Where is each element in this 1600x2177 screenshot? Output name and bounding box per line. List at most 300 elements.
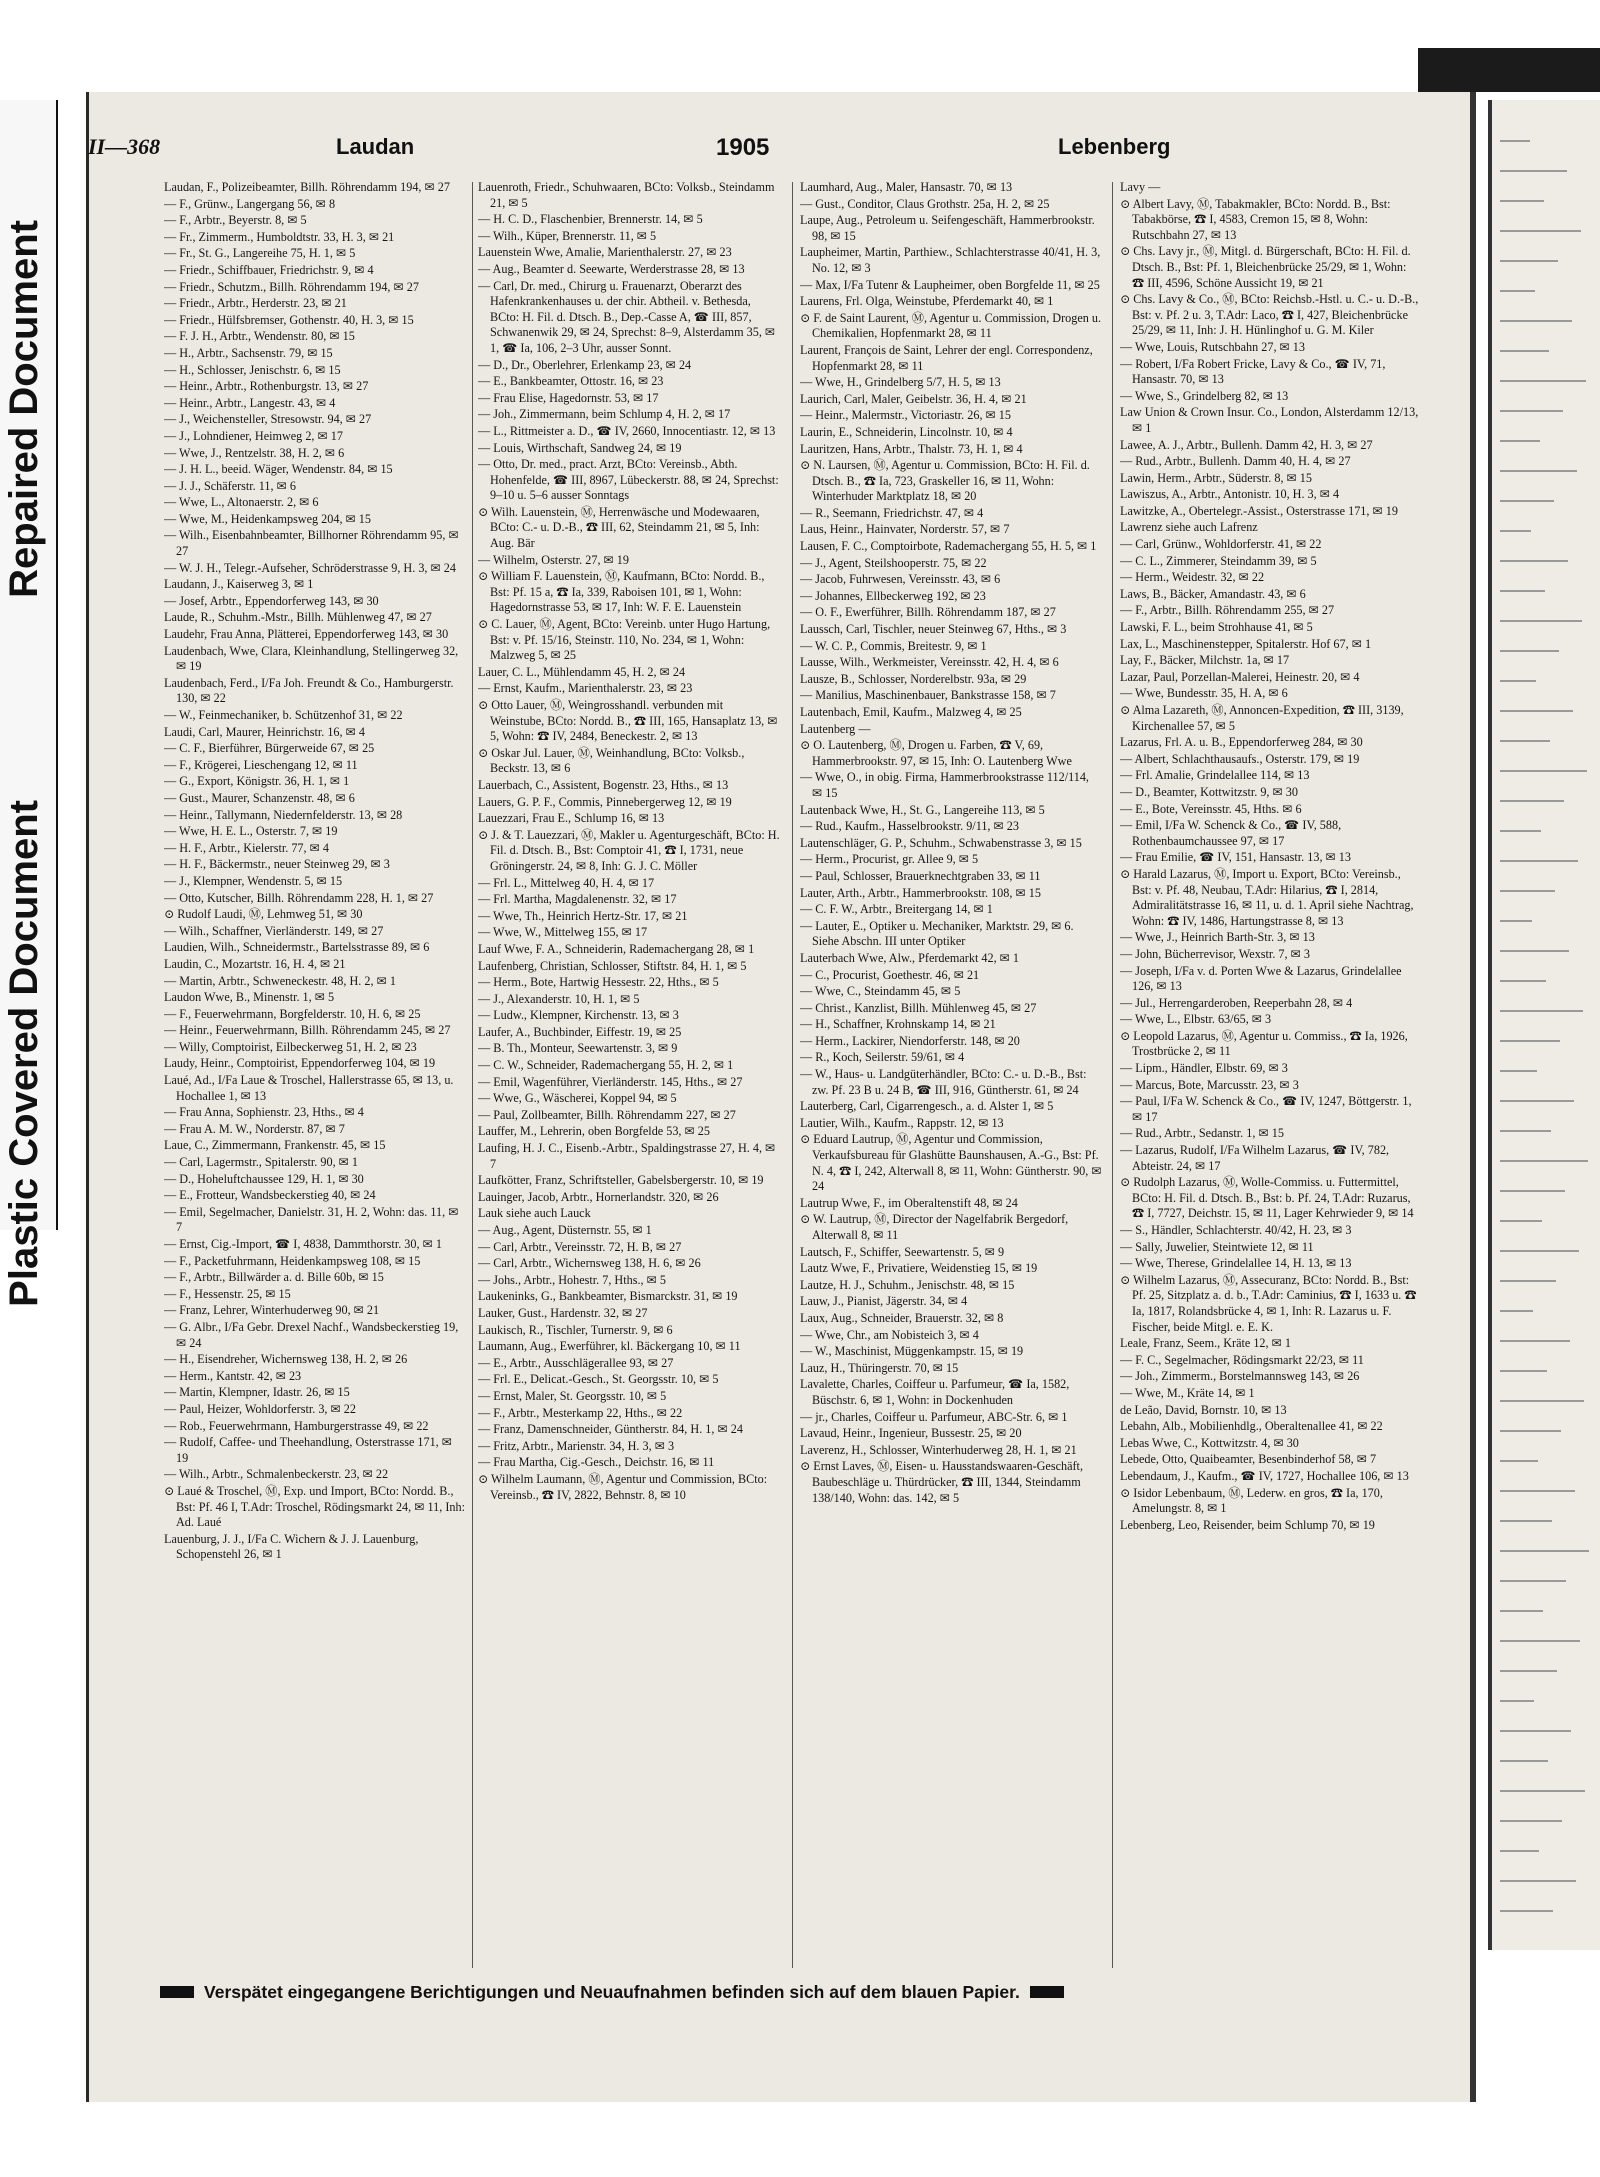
directory-entry: Laupheimer, Martin, Parthiew., Schlachterstrasse 40/41, H. 3, No. 12, ✉ 3 <box>800 245 1101 275</box>
directory-entry: — Wwe, H. E. L., Osterstr. 7, ✉ 19 <box>164 824 338 839</box>
adjacent-page-line <box>1500 1010 1583 1012</box>
directory-entry: — R., Koch, Seilerstr. 59/61, ✉ 4 <box>800 1050 965 1065</box>
directory-entry: Laue, C., Zimmermann, Frankenstr. 45, ✉ 15 <box>164 1138 386 1153</box>
directory-entry: — Friedr., Schutzm., Billh. Röhrendamm 194, ✉ 27 <box>164 279 419 294</box>
head-last-word: Lebenberg <box>1058 134 1171 159</box>
directory-entry: Lautenschläger, G. P., Schuhm., Schwabenstrasse 3, ✉ 15 <box>800 835 1082 850</box>
directory-entry: Laurin, E., Schneiderin, Lincolnstr. 10, ✉ 4 <box>800 424 1013 439</box>
directory-entry: — Wwe, Th., Heinrich Hertz-Str. 17, ✉ 21 <box>478 908 688 923</box>
directory-entry: Lawitzke, A., Obertelegr.-Assist., Osterstrasse 171, ✉ 19 <box>1120 503 1398 518</box>
directory-entry: — F., Arbtr., Mesterkamp 22, Hths., ✉ 22 <box>478 1405 683 1420</box>
directory-entry: Lawin, Herm., Arbtr., Süderstr. 8, ✉ 15 <box>1120 470 1312 485</box>
directory-entry: — Heinr., Malermstr., Victoriastr. 26, ✉ 15 <box>800 408 1011 423</box>
head-year: 1905 <box>716 134 770 161</box>
directory-entry: — Fritz, Arbtr., Marienstr. 34, H. 3, ✉ 3 <box>478 1438 675 1453</box>
directory-entry: Lautenback Wwe, H., St. G., Langereihe 113, ✉ 5 <box>800 802 1045 817</box>
scanner-frame-top <box>0 0 1600 48</box>
directory-entry: — W., Maschinist, Müggenkampstr. 15, ✉ 19 <box>800 1344 1024 1359</box>
directory-entry: — Lipm., Händler, Elbstr. 69, ✉ 3 <box>1120 1061 1288 1076</box>
directory-entry: Lauenstein Wwe, Amalie, Marienthalerstr. 27, ✉ 23 <box>478 245 732 260</box>
directory-entry: — Martin, Klempner, Idastr. 26, ✉ 15 <box>164 1385 350 1400</box>
directory-entry: — Paul, Schlosser, Brauerknechtgraben 33, ✉ 11 <box>800 868 1041 883</box>
directory-entry: — F., Hessenstr. 25, ✉ 15 <box>164 1286 291 1301</box>
adjacent-page-line <box>1500 1340 1570 1342</box>
directory-entry: — Heinr., Arbtr., Langestr. 43, ✉ 4 <box>164 395 336 410</box>
directory-entry: — Frl. E., Delicat.-Gesch., St. Georgsstr. 10, ✉ 5 <box>478 1372 719 1387</box>
scanner-corner-tab <box>1418 48 1600 92</box>
adjacent-page-line <box>1500 1520 1552 1522</box>
adjacent-page-line <box>1500 1070 1537 1072</box>
directory-entry: — J., Agent, Steilshooperstr. 75, ✉ 22 <box>800 555 987 570</box>
directory-entry: ⊙ Chs. Lavy & Co., Ⓜ, BCto: Reichsb.-Hstl. u. C.- u. D.-B., Bst: v. Pf. 2 u. 3, T.Adr: Laco, ☎ I, 427, Bleichenbrücke 25/29, ✉ 11, Inh: J. H. Hünlinghof u. G. M. Kiler <box>1120 292 1419 338</box>
directory-entry: — Carl, Arbtr., Wichernsweg 138, H. 6, ✉ 26 <box>478 1256 701 1271</box>
directory-entry: — Friedr., Arbtr., Herderstr. 23, ✉ 21 <box>164 296 347 311</box>
directory-entry: — Marcus, Bote, Marcusstr. 23, ✉ 3 <box>1120 1077 1299 1092</box>
adjacent-page-line <box>1500 1640 1580 1642</box>
directory-entry: — Herm., Weidestr. 32, ✉ 22 <box>1120 570 1265 585</box>
directory-entry: Laukisch, R., Tischler, Turnerstr. 9, ✉ 6 <box>478 1322 673 1337</box>
directory-entry: — H., Schlosser, Jenischstr. 6, ✉ 15 <box>164 362 341 377</box>
directory-entry: — Robert, I/Fa Robert Fricke, Lavy & Co., ☎ IV, 71, Hansastr. 70, ✉ 13 <box>1120 356 1386 387</box>
directory-entry: — Wilh., Eisenbahnbeamter, Billhorner Röhrendamm 95, ✉ 27 <box>164 528 459 559</box>
directory-entry: — Wwe, H., Grindelberg 5/7, H. 5, ✉ 13 <box>800 375 1001 390</box>
directory-entry: — Wwe, J., Rentzelstr. 38, H. 2, ✉ 6 <box>164 445 345 460</box>
directory-entry: Lazar, Paul, Porzellan-Malerei, Heinestr. 20, ✉ 4 <box>1120 669 1360 684</box>
directory-entry: — J. H. L., beeid. Wäger, Wendenstr. 84, ✉ 15 <box>164 462 393 477</box>
directory-entry: Lebede, Otto, Quaibeamter, Besenbinderhof 58, ✉ 7 <box>1120 1452 1377 1467</box>
directory-entry: — Herm., Lackirer, Niendorferstr. 148, ✉ 20 <box>800 1033 1020 1048</box>
directory-entry: — Emil, I/Fa W. Schenck & Co., ☎ IV, 588, Rothenbaumchaussee 97, ✉ 17 <box>1120 818 1342 848</box>
directory-entry: Laurich, Carl, Maler, Geibelstr. 36, H. 4, ✉ 21 <box>800 391 1027 406</box>
directory-entry: — Emil, Segelmacher, Danielstr. 31, H. 2, Wohn: das. 11, ✉ 7 <box>164 1204 459 1235</box>
directory-entry: Lauer, C. L., Mühlendamm 45, H. 2, ✉ 24 <box>478 664 686 679</box>
adjacent-page-line <box>1500 1790 1585 1792</box>
adjacent-page-line <box>1500 530 1531 532</box>
directory-entry: ⊙ Ernst Laves, Ⓜ, Eisen- u. Hausstandswaaren-Geschäft, Baubeschläge u. Thürdrücker, ☎ III, 1344, Steindamm 138/140, Wohn: das. 142, ✉ 5 <box>800 1459 1083 1505</box>
directory-entry: — Wilh., Arbtr., Schmalenbeckerstr. 23, ✉ 22 <box>164 1467 389 1482</box>
directory-entry: Laufenberg, Christian, Schlosser, Stiftstr. 84, H. 1, ✉ 5 <box>478 958 747 973</box>
directory-entry: Lavy — <box>1120 180 1161 194</box>
adjacent-page-line <box>1500 980 1546 982</box>
adjacent-page-line <box>1500 620 1582 622</box>
adjacent-page-line <box>1500 440 1540 442</box>
directory-entry: Lautsch, F., Schiffer, Seewartenstr. 5, ✉ 9 <box>800 1244 1005 1259</box>
directory-entry: — Carl, Arbtr., Vereinsstr. 72, H. B, ✉ 27 <box>478 1239 682 1254</box>
directory-entry: — Frau Martha, Cig.-Gesch., Deichstr. 16, ✉ 11 <box>478 1455 715 1470</box>
directory-entry: — F., Krögerei, Lieschengang 12, ✉ 11 <box>164 757 358 772</box>
directory-entry: — Rob., Feuerwehrmann, Hamburgerstrasse 49, ✉ 22 <box>164 1418 429 1433</box>
directory-entry: — Otto, Kutscher, Billh. Röhrendamm 228, H. 1, ✉ 27 <box>164 890 434 905</box>
directory-entry: — Joh., Zimmerm., Borstelmannsweg 143, ✉ 26 <box>1120 1369 1360 1384</box>
directory-entry: Lauritzen, Hans, Arbtr., Thalstr. 73, H. 1, ✉ 4 <box>800 441 1023 456</box>
footer-note <box>160 1982 1410 2008</box>
directory-entry: — Josef, Arbtr., Eppendorferweg 143, ✉ 30 <box>164 593 379 608</box>
directory-entry: Lausse, Wilh., Werkmeister, Vereinsstr. 42, H. 4, ✉ 6 <box>800 655 1059 670</box>
pointing-hand-icon <box>160 1986 194 1998</box>
directory-entry: Laus, Heinr., Hainvater, Norderstr. 57, ✉ 7 <box>800 522 1010 537</box>
column-rule <box>1112 182 1113 1968</box>
directory-entry: Lautze, H. J., Schuhm., Jenischstr. 48, ✉ 15 <box>800 1277 1015 1292</box>
directory-entry: — G. Albr., I/Fa Gebr. Drexel Nachf., Wandsbeckerstieg 19, ✉ 24 <box>164 1319 459 1350</box>
directory-entry: — Herm., Kantstr. 42, ✉ 23 <box>164 1368 302 1383</box>
adjacent-page-line <box>1500 1820 1562 1822</box>
adjacent-page-line <box>1500 1730 1571 1732</box>
adjacent-page-line <box>1500 680 1536 682</box>
directory-entry: ⊙ C. Lauer, Ⓜ, Agent, BCto: Vereinb. unter Hugo Hartung, Bst: v. Pf. 15/16, Steinstr. 110, No. 234, ✉ 1, Wohn: Malzweg 5, ✉ 25 <box>478 617 771 663</box>
directory-entry: — Joh., Zimmermann, beim Schlump 4, H. 2, ✉ 17 <box>478 407 731 422</box>
directory-entry: — Carl, Dr. med., Chirurg u. Frauenarzt, Oberarzt des Hafenkrankenhauses u. der chir. Abtheil. v. Bethesda, BCto: H. Fil. d. Dtsch. B., Dep.-Casse A, ☎ III, 857, Schwanenwik 29, ✉ 24, Sprechst: 8–9, Alsterdamm 35, ✉ 1, ☎ Ia, 106, 2–3 Uhr, ausser Sonnt. <box>478 278 776 355</box>
directory-entry: — Heinr., Arbtr., Rothenburgstr. 13, ✉ 27 <box>164 379 369 394</box>
directory-entry: — Carl, Grünw., Wohldorferstr. 41, ✉ 22 <box>1120 537 1322 552</box>
directory-entry: ⊙ Albert Lavy, Ⓜ, Tabakmakler, BCto: Nordd. B., Bst: Tabakbörse, ☎ I, 4583, Cremon 15, ✉ 8, Wohn: Rutschbahn 27, ✉ 13 <box>1120 196 1391 242</box>
directory-entry: Laufing, H. J. C., Eisenb.-Arbtr., Spaldingstrasse 27, H. 4, ✉ 7 <box>478 1141 776 1171</box>
directory-entry: ⊙ O. Lautenberg, Ⓜ, Drogen u. Farben, ☎ V, 69, Hammerbrookstr. 97, ✉ 15, Inh: O. Lautenberg Wwe <box>800 738 1072 768</box>
directory-entry: — Ludw., Klempner, Kirchenstr. 13, ✉ 3 <box>478 1008 679 1023</box>
directory-entry: — Fr., Zimmerm., Humboldtstr. 33, H. 3, ✉ 21 <box>164 229 395 244</box>
directory-entry: Lauk siehe auch Lauck <box>478 1206 591 1221</box>
directory-entry: — Jacob, Fuhrwesen, Vereinsstr. 43, ✉ 6 <box>800 572 1001 587</box>
directory-entry: — Carl, Lagermstr., Spitalerstr. 90, ✉ 1 <box>164 1155 359 1170</box>
directory-entry: Lautenbach, Emil, Kaufm., Malzweg 4, ✉ 25 <box>800 705 1022 719</box>
head-first-word: Laudan <box>336 134 415 159</box>
directory-entry: ⊙ Laué & Troschel, Ⓜ, Exp. und Import, BCto: Nordd. B., Bst: Pf. 46 I, T.Adr: Troschel, Rödingsmarkt 24, ✉ 11, Inh: Ad. Laué <box>164 1483 465 1530</box>
directory-entry: Laudien, Wilh., Schneidermstr., Bartelsstrasse 89, ✉ 6 <box>164 940 430 955</box>
directory-entry: — Otto, Dr. med., pract. Arzt, BCto: Vereinsb., Abth. Hohenfelde, ☎ III, 8967, Lübeckerstr. 88, ✉ 24, Sprechst: 9–10 u. 5–6 ausser Sonntags <box>478 457 779 503</box>
adjacent-page-line <box>1500 350 1549 352</box>
directory-entry: — J., Weichensteller, Stresowstr. 94, ✉ 27 <box>164 412 372 427</box>
directory-entry: — Max, I/Fa Tutenr & Laupheimer, oben Borgfelde 11, ✉ 25 <box>800 277 1100 292</box>
adjacent-page-line <box>1500 770 1587 772</box>
directory-entry: Laukeninks, G., Bankbeamter, Bismarckstr. 31, ✉ 19 <box>478 1289 738 1304</box>
plastic-covered-document-label: Plastic Covered Document <box>2 800 46 1307</box>
adjacent-page-line <box>1500 1910 1553 1912</box>
directory-entry: — W., Feinmechaniker, b. Schützenhof 31, ✉ 22 <box>164 708 403 722</box>
directory-entry: ⊙ J. & T. Lauezzari, Ⓜ, Makler u. Agenturgeschäft, BCto: H. Fil. d. Dtsch. B., Bst: Comptoir 41, ☎ I, 1731, neue Gröningerstr. 24, ✉ 8, Inh: G. J. C. Möller <box>478 827 780 873</box>
directory-entry: — Paul, Heizer, Wohldorferstr. 3, ✉ 22 <box>164 1401 356 1416</box>
directory-entry: — Wwe, C., Steindamm 45, ✉ 5 <box>800 984 961 999</box>
directory-entry: — Franz, Damenschneider, Güntherstr. 84, H. 1, ✉ 24 <box>478 1422 743 1437</box>
torn-page-corner <box>1488 1950 1600 2100</box>
directory-entry: — Friedr., Schiffbauer, Friedrichstr. 9, ✉ 4 <box>164 262 374 277</box>
directory-entry: — jr., Charles, Coiffeur u. Parfumeur, ABC-Str. 6, ✉ 1 <box>800 1409 1068 1424</box>
directory-entry: ⊙ Leopold Lazarus, Ⓜ, Agentur u. Commiss., ☎ Ia, 1926, Trostbrücke 2, ✉ 11 <box>1120 1028 1408 1059</box>
directory-entry: — Joseph, I/Fa v. d. Porten Wwe & Lazarus, Grindelallee 126, ✉ 13 <box>1120 963 1402 994</box>
directory-entry: Lebendaum, J., Kaufm., ☎ IV, 1727, Hochallee 106, ✉ 13 <box>1120 1468 1409 1483</box>
adjacent-page-line <box>1500 710 1573 712</box>
adjacent-page-line <box>1500 380 1586 382</box>
directory-entry: Lawiszus, A., Arbtr., Antonistr. 10, H. 3, ✉ 4 <box>1120 487 1340 502</box>
directory-entry: ⊙ William F. Lauenstein, Ⓜ, Kaufmann, BCto: Nordd. B., Bst: Pf. 15 a, ☎ Ia, 339, Raboisen 101, ✉ 1, Wohn: Hagedornstrasse 53, ✉ 17, Inh: W. F. E. Lauenstein <box>478 569 765 615</box>
directory-entry: — J., Klempner, Wendenstr. 5, ✉ 15 <box>164 873 343 888</box>
directory-entry: Laux, Aug., Schneider, Brauerstr. 32, ✉ 8 <box>800 1310 1004 1325</box>
directory-entry: — Frl. Amalie, Grindelallee 114, ✉ 13 <box>1120 768 1310 783</box>
directory-entry: ⊙ Harald Lazarus, Ⓜ, Import u. Export, BCto: Vereinsb., Bst: v. Pf. 48, Neubau, T.Adr: Hilarius, ☎ I, 2814, Admiralitätstrasse 16, ✉ 11, u. d. 1. April siehe Nachtrag, Wohn: ☎ IV, 1486, Hartungstrasse 8, ✉ 13 <box>1120 866 1414 928</box>
directory-entry: — Frau Elise, Hagedornstr. 53, ✉ 17 <box>478 390 659 405</box>
directory-entry: Lebenberg, Leo, Reisender, beim Schlump 70, ✉ 19 <box>1120 1517 1375 1532</box>
directory-entry: Lawee, A. J., Arbtr., Bullenh. Damm 42, H. 3, ✉ 27 <box>1120 437 1373 452</box>
directory-entry: ⊙ Chs. Lavy jr., Ⓜ, Mitgl. d. Bürgerschaft, BCto: H. Fil. d. Dtsch. B., Bst: Pf. 1, Bleichenbrücke 25/29, ✉ 1, Wohn: ☎ III, 4596, Schöne Aussicht 19, ✉ 21 <box>1120 244 1411 290</box>
adjacent-page-line <box>1500 1490 1575 1492</box>
directory-entry: ⊙ Oskar Jul. Lauer, Ⓜ, Weinhandlung, BCto: Volksb., Beckstr. 13, ✉ 6 <box>478 745 745 776</box>
directory-entry: Lawski, F. L., beim Strohhause 41, ✉ 5 <box>1120 620 1313 635</box>
adjacent-page-line <box>1500 1850 1539 1852</box>
directory-entry: — Manilius, Maschinenbauer, Bankstrasse 158, ✉ 7 <box>800 688 1056 703</box>
directory-entry: — H., Schaffner, Krohnskamp 14, ✉ 21 <box>800 1017 996 1032</box>
adjacent-page-line <box>1500 140 1530 142</box>
directory-entry: Laué, Ad., I/Fa Laue & Troschel, Hallerstrasse 65, ✉ 13, u. Hochallee 1, ✉ 13 <box>164 1073 454 1103</box>
directory-entry: — F., Arbtr., Beyerstr. 8, ✉ 5 <box>164 213 307 228</box>
directory-entry: Laudon Wwe, B., Minenstr. 1, ✉ 5 <box>164 990 335 1005</box>
directory-entry: — H. C. D., Flaschenbier, Brennerstr. 14, ✉ 5 <box>478 212 703 227</box>
directory-entry: — E., Bankbeamter, Ottostr. 16, ✉ 23 <box>478 374 664 389</box>
directory-entry: — Emil, Wagenführer, Vierländerstr. 145, Hths., ✉ 27 <box>478 1074 743 1089</box>
directory-entry: — Fr., St. G., Langereihe 75, H. 1, ✉ 5 <box>164 246 356 261</box>
adjacent-page-line <box>1500 740 1550 742</box>
directory-entry: — Ernst, Kaufm., Marienthalerstr. 23, ✉ 23 <box>478 681 693 696</box>
directory-entry: Lauezzari, Frau E., Schlump 16, ✉ 13 <box>478 811 665 826</box>
directory-entry: — Wwe, Louis, Rutschbahn 27, ✉ 13 <box>1120 339 1305 354</box>
directory-entry: Laufkötter, Franz, Schriftsteller, Gabelsbergerstr. 10, ✉ 19 <box>478 1173 764 1188</box>
directory-entry: — C. F., Bierführer, Bürgerweide 67, ✉ 25 <box>164 741 375 756</box>
directory-entry: — Wwe, S., Grindelberg 82, ✉ 13 <box>1120 388 1289 403</box>
directory-entry: Laudann, J., Kaiserweg 3, ✉ 1 <box>164 577 314 592</box>
directory-entry: Laudenbach, Ferd., I/Fa Joh. Freundt & Co., Hamburgerstr. 130, ✉ 22 <box>164 675 454 706</box>
directory-entry: — O. F., Ewerführer, Billh. Röhrendamm 187, ✉ 27 <box>800 605 1056 620</box>
directory-entry: — Herm., Bote, Hartwig Hessestr. 22, Hths., ✉ 5 <box>478 975 719 990</box>
directory-entry: Lauers, G. P. F., Commis, Pinnebergerweg 12, ✉ 19 <box>478 794 732 809</box>
pointing-hand-icon <box>1030 1986 1064 1998</box>
directory-entry: Lauf Wwe, F. A., Schneiderin, Rademachergang 28, ✉ 1 <box>478 941 755 956</box>
directory-entry: Lebahn, Alb., Mobilienhdlg., Oberaltenallee 41, ✉ 22 <box>1120 1419 1383 1434</box>
directory-entry: — C. L., Zimmerer, Steindamm 39, ✉ 5 <box>1120 553 1317 568</box>
adjacent-page-line <box>1500 560 1568 562</box>
directory-entry: de Leão, David, Bornstr. 10, ✉ 13 <box>1120 1402 1287 1417</box>
directory-entry: Lauerbach, C., Assistent, Bogenstr. 23, Hths., ✉ 13 <box>478 777 729 792</box>
directory-entry: — Wilh., Schaffner, Vierländerstr. 149, ✉ 27 <box>164 923 384 938</box>
directory-entry: — Ernst, Maler, St. Georgsstr. 10, ✉ 5 <box>478 1388 667 1403</box>
directory-entry: — E., Bote, Vereinsstr. 45, Hths. ✉ 6 <box>1120 801 1302 816</box>
directory-entry: Laudi, Carl, Maurer, Heinrichstr. 16, ✉ 4 <box>164 724 365 739</box>
directory-entry: — H. F., Bäckermstr., neuer Steinweg 29, ✉ 3 <box>164 857 390 872</box>
directory-entry: — F., Feuerwehrmann, Borgfelderstr. 10, H. 6, ✉ 25 <box>164 1006 421 1021</box>
adjacent-page-line <box>1500 890 1555 892</box>
directory-entry: — F., Grünw., Langergang 56, ✉ 8 <box>164 196 336 211</box>
adjacent-page-line <box>1500 590 1545 592</box>
directory-entry: Lautz Wwe, F., Privatiere, Weidenstieg 15, ✉ 19 <box>800 1261 1038 1276</box>
adjacent-page-line <box>1500 1130 1551 1132</box>
adjacent-page-line <box>1500 1400 1584 1402</box>
directory-entry: Laude, R., Schuhm.-Mstr., Billh. Mühlenweg 47, ✉ 27 <box>164 610 432 625</box>
directory-entry: — Martin, Arbtr., Schweneckestr. 48, H. 2, ✉ 1 <box>164 973 396 988</box>
archive-side-label <box>0 100 58 1307</box>
directory-entry: Lauz, H., Thüringerstr. 70, ✉ 15 <box>800 1360 959 1375</box>
directory-entry: ⊙ W. Lautrup, Ⓜ, Director der Nagelfabrik Bergedorf, Alterwall 8, ✉ 11 <box>800 1212 1069 1242</box>
directory-entry: Lauker, Gust., Hardenstr. 32, ✉ 27 <box>478 1305 648 1320</box>
directory-entry: — F. C., Segelmacher, Rödingsmarkt 22/23, ✉ 11 <box>1120 1352 1364 1367</box>
directory-entry: — S., Händler, Schlachterstr. 40/42, H. 23, ✉ 3 <box>1120 1223 1352 1237</box>
directory-entry: Lauter, Arth., Arbtr., Hammerbrookstr. 108, ✉ 15 <box>800 885 1041 900</box>
directory-entry: Lazarus, Frl. A. u. B., Eppendorferweg 284, ✉ 30 <box>1120 735 1363 750</box>
directory-entry: — F. J. H., Arbtr., Wendenstr. 80, ✉ 15 <box>164 329 355 344</box>
directory-entry: — Ernst, Cig.-Import, ☎ I, 4838, Dammthorstr. 30, ✉ 1 <box>164 1237 442 1251</box>
directory-entry: — Frau A. M. W., Norderstr. 87, ✉ 7 <box>164 1121 345 1136</box>
adjacent-page-line <box>1500 1190 1565 1192</box>
adjacent-page-line <box>1500 1370 1547 1372</box>
directory-entry: — C. W., Schneider, Rademachergang 55, H. 2, ✉ 1 <box>478 1058 734 1073</box>
directory-entry: Law Union & Crown Insur. Co., London, Alsterdamm 12/13, ✉ 1 <box>1120 405 1419 435</box>
directory-entry: — Lazarus, Rudolf, I/Fa Wilhelm Lazarus, ☎ IV, 782, Abteistr. 24, ✉ 17 <box>1120 1143 1390 1173</box>
directory-entry: — Christ., Kanzlist, Billh. Mühlenweg 45, ✉ 27 <box>800 1000 1037 1015</box>
directory-entry: — Paul, Zollbeamter, Billh. Röhrendamm 227, ✉ 27 <box>478 1107 736 1122</box>
directory-entry: — Heinr., Tallymann, Niedernfelderstr. 13, ✉ 28 <box>164 807 403 822</box>
adjacent-page-line <box>1500 1580 1566 1582</box>
directory-entry: — Herm., Procurist, gr. Allee 9, ✉ 5 <box>800 852 979 867</box>
adjacent-page-line <box>1500 1430 1561 1432</box>
directory-entry: — Gust., Maurer, Schanzenstr. 48, ✉ 6 <box>164 790 355 805</box>
directory-entry: Lawrenz siehe auch Lafrenz <box>1120 520 1258 535</box>
directory-entry: Laws, B., Bäcker, Amandastr. 43, ✉ 6 <box>1120 586 1306 601</box>
directory-entry: — Frl. L., Mittelweg 40, H. 4, ✉ 17 <box>478 875 655 890</box>
directory-column-3 <box>800 180 1102 1970</box>
repaired-document-label: Repaired Document <box>2 220 46 598</box>
directory-entry: — Aug., Beamter d. Seewarte, Werderstrasse 28, ✉ 13 <box>478 261 745 276</box>
directory-entry: — Wwe, M., Heidenkampsweg 204, ✉ 15 <box>164 511 371 526</box>
directory-entry: — Rud., Arbtr., Sedanstr. 1, ✉ 15 <box>1120 1126 1284 1141</box>
directory-entry: Lausen, F. C., Comptoirbote, Rademachergang 55, H. 5, ✉ 1 <box>800 539 1097 554</box>
directory-entry: — H., Eisendreher, Wichernsweg 138, H. 2, ✉ 26 <box>164 1352 408 1367</box>
directory-entry: — L., Rittmeister a. D., ☎ IV, 2660, Innocentiastr. 12, ✉ 13 <box>478 423 776 438</box>
adjacent-page-line <box>1500 500 1554 502</box>
directory-entry: Laussch, Carl, Tischler, neuer Steinweg 67, Hths., ✉ 3 <box>800 622 1067 637</box>
directory-entry: — Wwe, L., Elbstr. 63/65, ✉ 3 <box>1120 1012 1272 1027</box>
directory-entry: — Paul, I/Fa W. Schenck & Co., ☎ IV, 1247, Böttgerstr. 1, ✉ 17 <box>1120 1094 1412 1124</box>
directory-entry: — J., Lohndiener, Heimweg 2, ✉ 17 <box>164 428 343 443</box>
directory-entry: — Frau Anna, Sophienstr. 23, Hths., ✉ 4 <box>164 1105 364 1120</box>
directory-entry: — F., Packetfuhrmann, Heidenkampsweg 108, ✉ 15 <box>164 1253 421 1268</box>
directory-entry: — Willy, Comptoirist, Eilbeckerweg 51, H. 2, ✉ 23 <box>164 1039 417 1054</box>
adjacent-page-line <box>1500 1610 1543 1612</box>
directory-entry: Laudehr, Frau Anna, Plätterei, Eppendorferweg 143, ✉ 30 <box>164 627 449 642</box>
adjacent-page-line <box>1500 200 1544 202</box>
adjacent-page-line <box>1500 290 1535 292</box>
directory-entry: ⊙ F. de Saint Laurent, Ⓜ, Agentur u. Commission, Drogen u. Chemikalien, Hopfenmarkt 28, ✉ 11 <box>800 310 1102 341</box>
directory-entry: — W. C. P., Commis, Breitestr. 9, ✉ 1 <box>800 638 987 653</box>
adjacent-page-edge <box>1488 100 1600 2100</box>
directory-entry: Lauw, J., Pianist, Jägerstr. 34, ✉ 4 <box>800 1294 968 1309</box>
adjacent-page-line <box>1500 1310 1533 1312</box>
adjacent-page-line <box>1500 230 1581 232</box>
directory-entry: — E., Arbtr., Ausschlägerallee 93, ✉ 27 <box>478 1355 674 1370</box>
directory-entry: — Wwe, Chr., am Nobisteich 3, ✉ 4 <box>800 1327 979 1342</box>
adjacent-page-line <box>1500 1760 1548 1762</box>
directory-entry: ⊙ Wilhelm Laumann, Ⓜ, Agentur und Commission, BCto: Vereinsb., ☎ IV, 2822, Behnstr. 8, ✉ 10 <box>478 1471 768 1502</box>
directory-entry: — Friedr., Hülfsbremser, Gothenstr. 40, H. 3, ✉ 15 <box>164 312 414 327</box>
directory-entry: Laumann, Aug., Ewerführer, kl. Bäckergang 10, ✉ 11 <box>478 1339 741 1354</box>
directory-entry: — J., Alexanderstr. 10, H. 1, ✉ 5 <box>478 991 640 1006</box>
adjacent-page-line <box>1500 410 1563 412</box>
running-head <box>88 134 1171 164</box>
directory-entry: Laurent, François de Saint, Lehrer der engl. Correspondenz, Hopfenmarkt 28, ✉ 11 <box>800 342 1093 373</box>
directory-entry: — C. F. W., Arbtr., Breitergang 14, ✉ 1 <box>800 902 993 917</box>
directory-entry: Lautier, Wilh., Kaufm., Rappstr. 12, ✉ 13 <box>800 1115 1004 1130</box>
directory-entry: Lauinger, Jacob, Arbtr., Hornerlandstr. 320, ✉ 26 <box>478 1189 719 1204</box>
page-number: II—368 <box>88 134 161 159</box>
directory-entry: Leale, Franz, Seem., Kräte 12, ✉ 1 <box>1120 1336 1291 1351</box>
directory-entry: — Franz, Lehrer, Winterhuderweg 90, ✉ 21 <box>164 1303 380 1318</box>
adjacent-page-line <box>1500 1670 1557 1672</box>
adjacent-page-line <box>1500 1550 1589 1552</box>
directory-entry: Laupe, Aug., Petroleum u. Seifengeschäft, Hammerbrookstr. 98, ✉ 15 <box>800 213 1095 243</box>
adjacent-page-line <box>1500 260 1558 262</box>
directory-entry: Lausze, B., Schlosser, Norderelbstr. 93a, ✉ 29 <box>800 671 1027 686</box>
directory-entry: — B. Th., Monteur, Seewartenstr. 3, ✉ 9 <box>478 1041 678 1056</box>
adjacent-page-line <box>1500 1040 1560 1042</box>
adjacent-page-line <box>1500 1220 1542 1222</box>
directory-entry: — G., Export, Königstr. 36, H. 1, ✉ 1 <box>164 774 350 789</box>
directory-entry: — Wwe, M., Kräte 14, ✉ 1 <box>1120 1385 1255 1400</box>
directory-entry: Laudan, F., Polizeibeamter, Billh. Röhrendamm 194, ✉ 27 <box>164 180 450 194</box>
directory-entry: — Heinr., Feuerwehrmann, Billh. Röhrendamm 245, ✉ 27 <box>164 1023 451 1038</box>
directory-entry: — Wwe, Therese, Grindelallee 14, H. 13, ✉ 13 <box>1120 1256 1352 1271</box>
directory-entry: Lautenberg — <box>800 721 871 736</box>
directory-entry: — F., Arbtr., Billh. Röhrendamm 255, ✉ 27 <box>1120 603 1335 618</box>
directory-entry: Lebas Wwe, C., Kottwitzstr. 4, ✉ 30 <box>1120 1435 1299 1450</box>
directory-entry: Lax, L., Maschinenstepper, Spitalerstr. Hof 67, ✉ 1 <box>1120 636 1372 651</box>
directory-entry: — Rudolf, Caffee- und Theehandlung, Osterstrasse 171, ✉ 19 <box>164 1435 452 1465</box>
directory-entry: Laumhard, Aug., Maler, Hansastr. 70, ✉ 13 <box>800 180 1013 194</box>
adjacent-page-line <box>1500 920 1532 922</box>
directory-entry: — Frl. Martha, Magdalenenstr. 32, ✉ 17 <box>478 892 677 907</box>
adjacent-page-line <box>1500 1100 1574 1102</box>
directory-entry: ⊙ Rudolf Laudi, Ⓜ, Lehmweg 51, ✉ 30 <box>164 907 363 922</box>
directory-entry: Laufer, A., Buchbinder, Eiffestr. 19, ✉ 25 <box>478 1024 682 1039</box>
adjacent-page-line <box>1500 320 1572 322</box>
directory-entry: — Johannes, Ellbeckerweg 192, ✉ 23 <box>800 588 986 603</box>
directory-entry: — H., Arbtr., Sachsenstr. 79, ✉ 15 <box>164 345 333 360</box>
adjacent-page-line <box>1500 860 1578 862</box>
adjacent-page-line <box>1500 950 1569 952</box>
directory-entry: — D., Hoheluftchaussee 129, H. 1, ✉ 30 <box>164 1171 364 1186</box>
directory-entry: — Wwe, J., Heinrich Barth-Str. 3, ✉ 13 <box>1120 930 1315 945</box>
directory-entry: Lay, F., Bäcker, Milchstr. 1a, ✉ 17 <box>1120 653 1290 668</box>
directory-entry: Lavaud, Heinr., Ingenieur, Bussestr. 25, ✉ 20 <box>800 1426 1022 1441</box>
directory-entry: Lauterberg, Carl, Cigarrengesch., a. d. Alster 1, ✉ 5 <box>800 1099 1054 1114</box>
adjacent-page-line <box>1500 830 1541 832</box>
directory-entry: ⊙ Wilh. Lauenstein, Ⓜ, Herrenwäsche und Modewaaren, BCto: C.- u. D.-B., ☎ III, 62, Steindamm 21, ✉ 5, Inh: Aug. Bär <box>478 504 760 551</box>
directory-entry: — Rud., Kaufm., Hasselbrookstr. 9/11, ✉ 23 <box>800 819 1019 834</box>
directory-entry: ⊙ Rudolph Lazarus, Ⓜ, Wolle-Commiss. u. Futtermittel, BCto: H. Fil. d. Dtsch. B., Bst: b. Pf. 24, T.Adr: Ruzarus, ☎ I, 7727, Deichstr. 15, ✉ 11, Lager Kehrwieder 9, ✉ 14 <box>1120 1175 1414 1221</box>
directory-column-1 <box>164 180 466 1970</box>
directory-entry: Lavalette, Charles, Coiffeur u. Parfumeur, ☎ Ia, 1582, Büschstr. 6, ✉ 1, Wohn: in Dockenhuden <box>800 1377 1070 1407</box>
directory-entry: ⊙ Isidor Lebenbaum, Ⓜ, Lederw. en gros, ☎ Ia, 170, Amelungstr. 8, ✉ 1 <box>1120 1485 1383 1516</box>
adjacent-page-line <box>1500 470 1577 472</box>
directory-column-4 <box>1120 180 1420 1970</box>
directory-entry: — Sally, Juwelier, Steintwiete 12, ✉ 11 <box>1120 1239 1314 1254</box>
directory-entry: — C., Procurist, Goethestr. 46, ✉ 21 <box>800 967 980 982</box>
adjacent-page-line <box>1500 170 1567 172</box>
directory-column-2 <box>478 180 780 1970</box>
directory-entry: — Wwe, W., Mittelweg 155, ✉ 17 <box>478 925 648 940</box>
directory-entry: — Wilhelm, Osterstr. 27, ✉ 19 <box>478 552 629 567</box>
directory-entry: — D., Dr., Oberlehrer, Erlenkamp 23, ✉ 24 <box>478 357 692 372</box>
directory-entry: — Wwe, O., in obig. Firma, Hammerbrookstrasse 112/114, ✉ 15 <box>800 770 1089 800</box>
adjacent-page-line <box>1500 1880 1576 1882</box>
directory-entry: Lautrup Wwe, F., im Oberaltenstift 48, ✉ 24 <box>800 1195 1018 1210</box>
directory-entry: Laurens, Frl. Olga, Weinstube, Pferdemarkt 40, ✉ 1 <box>800 294 1054 309</box>
directory-entry: — E., Frotteur, Wandsbeckerstieg 40, ✉ 24 <box>164 1188 376 1203</box>
directory-entry: — John, Bücherrevisor, Wexstr. 7, ✉ 3 <box>1120 946 1310 961</box>
directory-entry: Lauenroth, Friedr., Schuhwaaren, BCto: Volksb., Steindamm 21, ✉ 5 <box>478 180 775 210</box>
